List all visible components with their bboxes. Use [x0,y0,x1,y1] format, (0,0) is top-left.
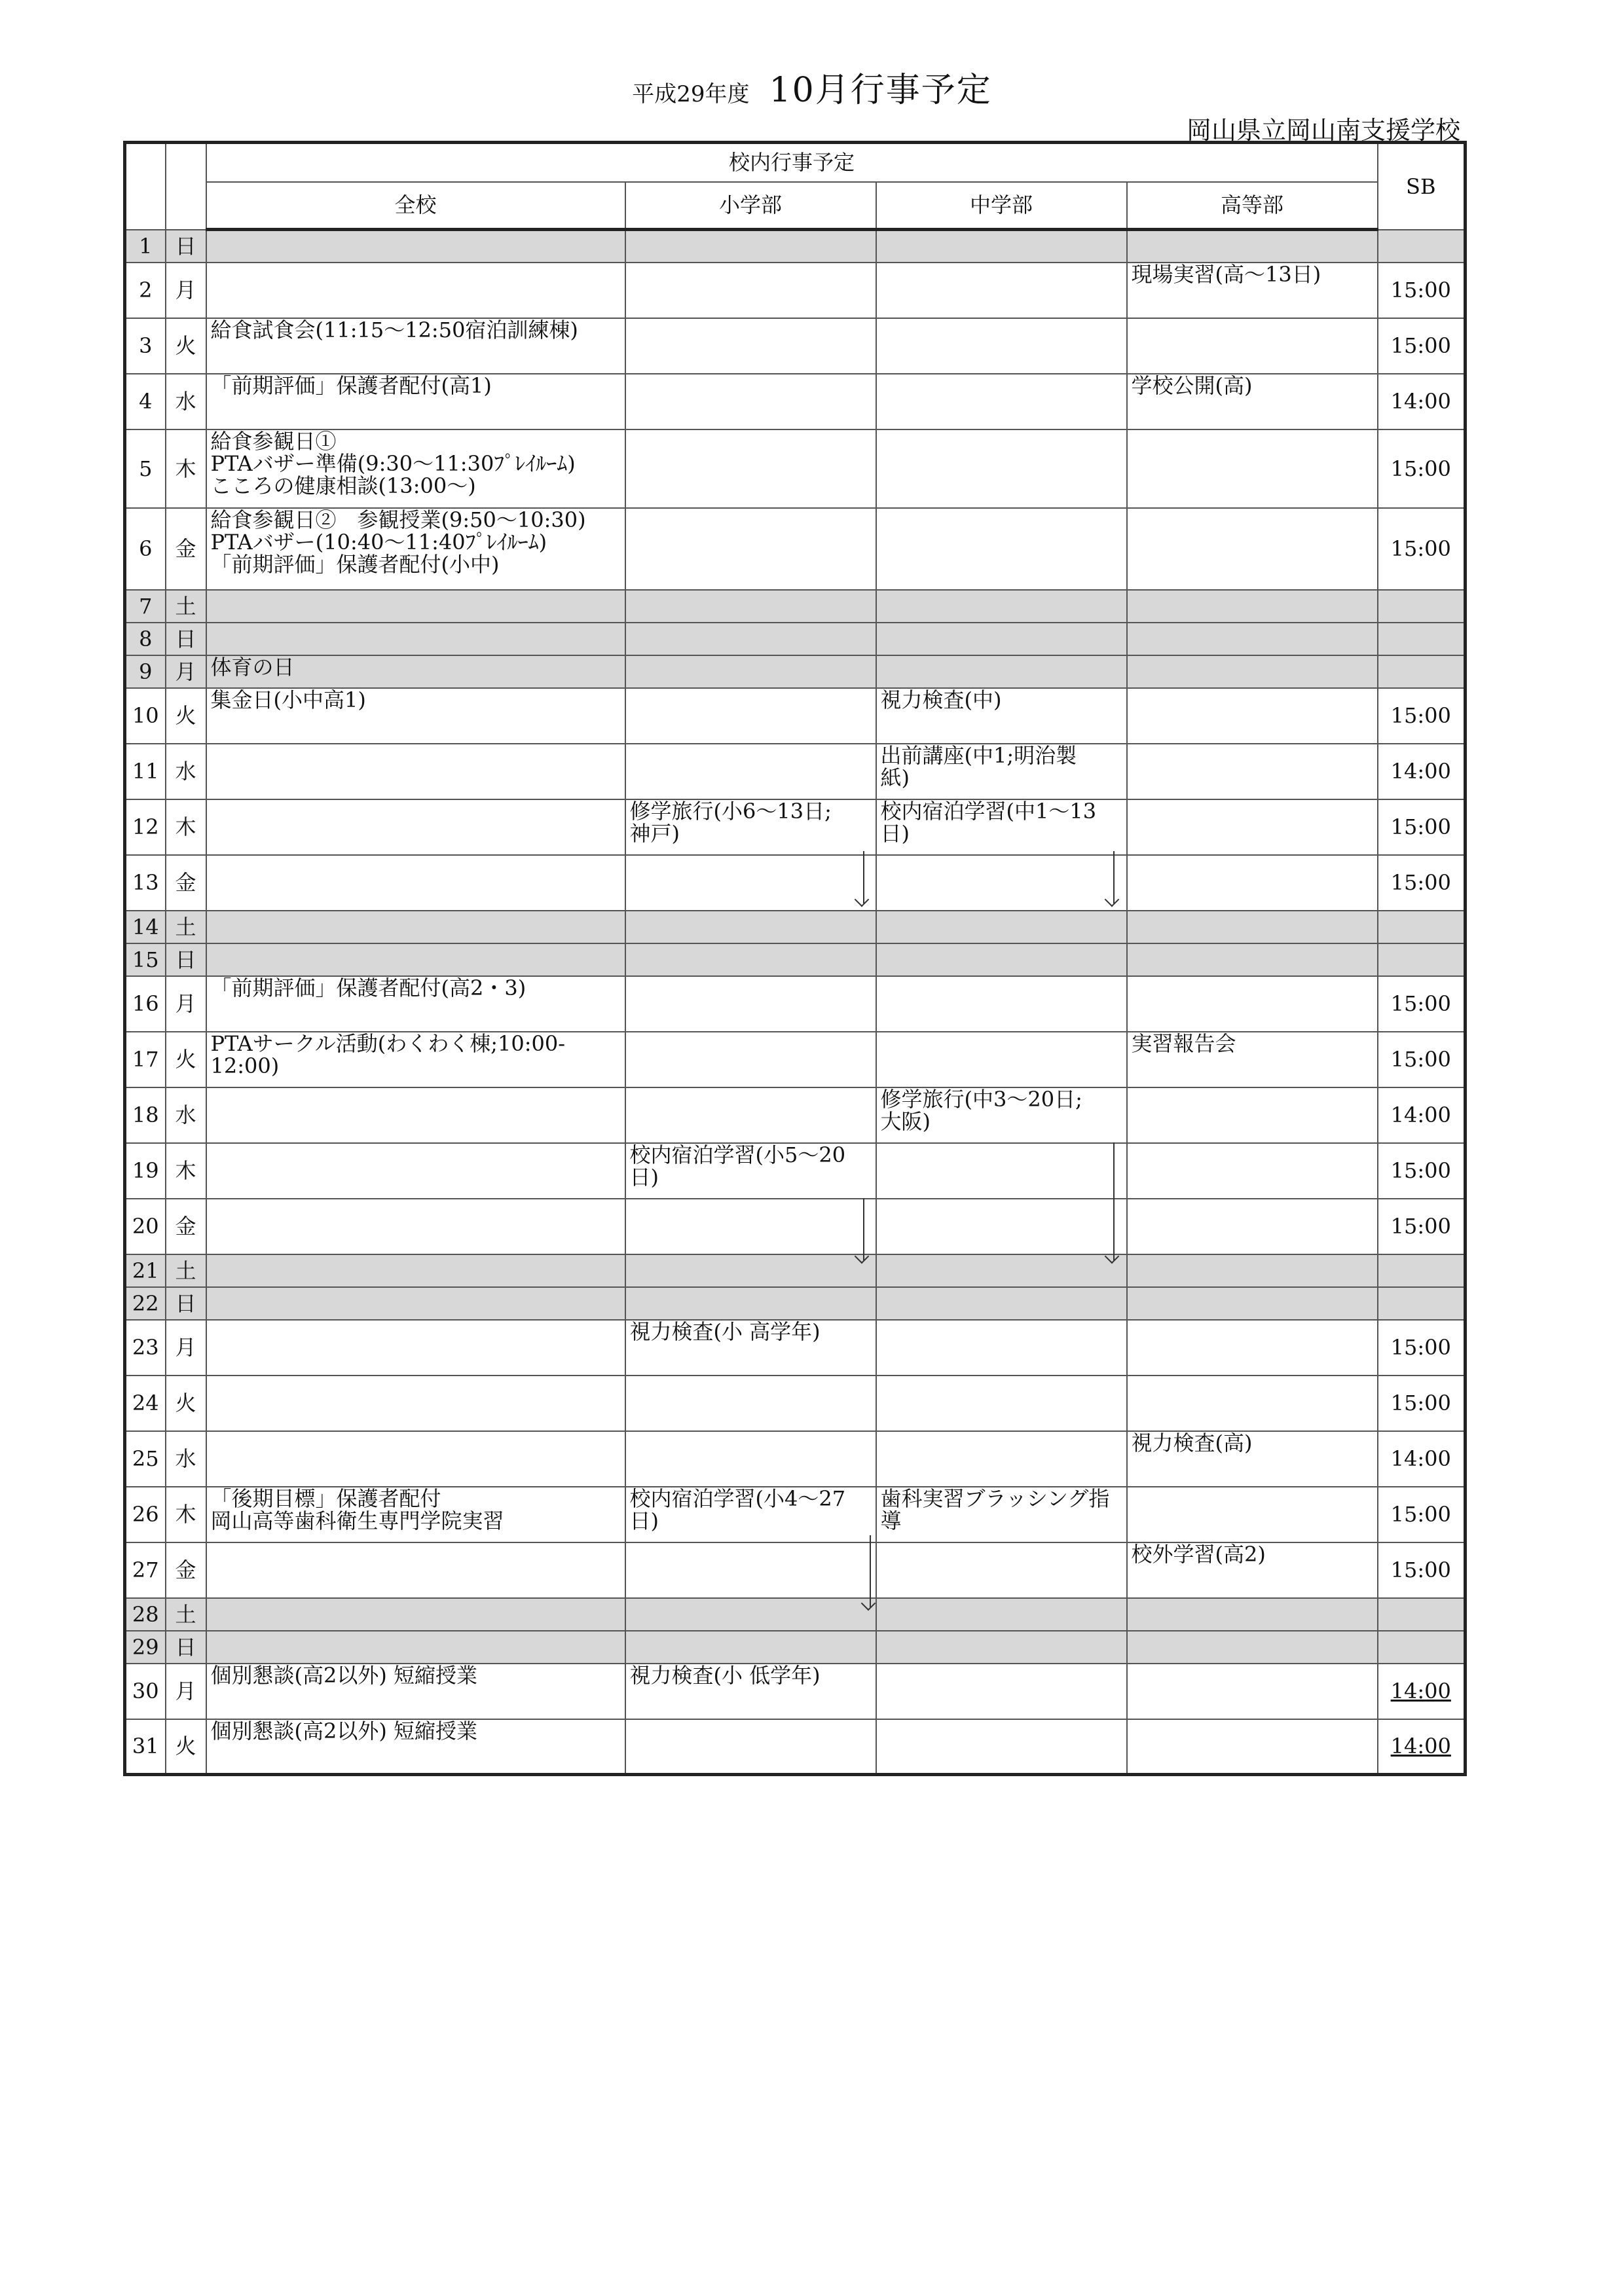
weekday-cell: 木 [166,1143,206,1199]
event-all-cell: 給食参観日① PTAバザー準備(9:30〜11:30ﾌﾟﾚｲﾙｰﾑ) こころの健康相談(13:00〜) [206,429,625,508]
event-middle-cell [876,508,1127,590]
event-middle-cell [876,1320,1127,1376]
weekday-cell: 金 [166,855,206,911]
sb-time: 14:00 [1390,1102,1451,1127]
event-elem-cell [625,688,876,744]
event-all-cell [206,1287,625,1320]
table-row [125,1199,1466,1254]
event-middle-cell [876,1542,1127,1598]
event-middle-cell [876,1431,1127,1487]
table-row [125,655,1466,688]
event-high-cell [1127,655,1378,688]
down-arrow-icon [1113,851,1117,903]
day-cell: 22 [125,1287,166,1320]
sb-time: 15:00 [1390,1047,1451,1072]
event-all-cell [206,911,625,943]
header-row-2 [125,182,1466,230]
event-elem-cell [625,374,876,429]
event-elem-cell [625,429,876,508]
event-elem-cell [625,1598,876,1631]
weekday-cell: 日 [166,230,206,263]
sb-time-cell [1378,1598,1466,1631]
weekday-cell: 月 [166,1664,206,1719]
sb-time-cell [1378,1087,1466,1143]
event-high-cell: 現場実習(高〜13日) [1127,263,1378,318]
day-cell: 16 [125,976,166,1032]
day-cell: 24 [125,1376,166,1431]
event-high-cell: 学校公開(高) [1127,374,1378,429]
schedule-table [123,141,1467,1776]
event-elem-cell [625,1431,876,1487]
event-all-cell: 個別懇談(高2以外) 短縮授業 [206,1664,625,1719]
event-middle-cell [876,1287,1127,1320]
sb-time: 15:00 [1390,1391,1451,1415]
table-row [125,1719,1466,1775]
event-high-cell: 実習報告会 [1127,1032,1378,1087]
table-row [125,318,1466,374]
sb-time-cell [1378,855,1466,911]
table-row [125,1320,1466,1376]
day-cell: 18 [125,1087,166,1143]
event-high-cell [1127,744,1378,799]
day-cell: 19 [125,1143,166,1199]
weekday-cell: 土 [166,1254,206,1287]
event-middle-cell: 出前講座(中1;明治製 紙) [876,744,1127,799]
table-row [125,976,1466,1032]
sb-time-cell [1378,1631,1466,1664]
event-elem-cell [625,1032,876,1087]
weekday-cell: 日 [166,943,206,976]
event-high-cell: 視力検査(高) [1127,1431,1378,1487]
day-cell: 1 [125,230,166,263]
event-middle-cell [876,1032,1127,1087]
table-row [125,1287,1466,1320]
sb-time-cell [1378,1431,1466,1487]
weekday-cell: 月 [166,263,206,318]
weekday-cell: 火 [166,318,206,374]
sb-time-cell [1378,1542,1466,1598]
table-row [125,688,1466,744]
event-high-cell [1127,508,1378,590]
event-elem-cell [625,1719,876,1775]
event-high-cell [1127,1664,1378,1719]
weekday-cell: 水 [166,744,206,799]
table-row [125,590,1466,623]
event-elem-cell [625,1376,876,1431]
weekday-cell: 木 [166,799,206,855]
table-row [125,799,1466,855]
sb-time: 15:00 [1390,333,1451,358]
event-middle-cell [876,623,1127,655]
down-arrow-icon [870,1535,874,1607]
sb-time-cell [1378,1487,1466,1542]
event-all-cell [206,1542,625,1598]
sb-time-cell [1378,230,1466,263]
event-all-cell [206,799,625,855]
day-cell: 20 [125,1199,166,1254]
table-row [125,1664,1466,1719]
sb-time-cell [1378,1664,1466,1719]
event-middle-cell [876,655,1127,688]
event-all-cell [206,1199,625,1254]
day-cell: 7 [125,590,166,623]
event-elem-cell: 視力検査(小 高学年) [625,1320,876,1376]
weekday-cell: 火 [166,688,206,744]
sb-time: 15:00 [1390,1214,1451,1239]
weekday-cell: 月 [166,1320,206,1376]
weekday-cell: 火 [166,1032,206,1087]
event-high-cell [1127,1487,1378,1542]
day-cell: 11 [125,744,166,799]
event-all-cell: 体育の日 [206,655,625,688]
sb-time: 14:00 [1390,1446,1451,1471]
day-cell: 2 [125,263,166,318]
event-middle-cell [876,429,1127,508]
day-cell: 13 [125,855,166,911]
event-middle-cell [876,1254,1127,1287]
event-high-cell [1127,429,1378,508]
event-high-cell [1127,855,1378,911]
sb-time-cell [1378,744,1466,799]
school-name: 岡山県立岡山南支援学校 [1186,116,1460,145]
header-all: 全校 [206,182,625,230]
event-high-cell [1127,911,1378,943]
weekday-cell: 火 [166,1719,206,1775]
event-elem-cell [625,976,876,1032]
sb-time: 14:00 [1390,759,1451,784]
event-high-cell [1127,590,1378,623]
sb-time: 15:00 [1390,991,1451,1016]
event-all-cell: 「前期評価」保護者配付(高2・3) [206,976,625,1032]
weekday-cell: 水 [166,1431,206,1487]
day-cell: 14 [125,911,166,943]
down-arrow-icon [863,1198,867,1260]
event-high-cell [1127,976,1378,1032]
event-all-cell [206,623,625,655]
event-high-cell: 校外学習(高2) [1127,1542,1378,1598]
table-row [125,1376,1466,1431]
table-row [125,1254,1466,1287]
day-cell: 26 [125,1487,166,1542]
event-all-cell [206,1087,625,1143]
event-all-cell: 「後期目標」保護者配付 岡山高等歯科衛生専門学院実習 [206,1487,625,1542]
sb-time-cell [1378,655,1466,688]
sb-time-cell [1378,1287,1466,1320]
day-cell: 8 [125,623,166,655]
header-blank-dow [166,143,206,230]
sb-time: 15:00 [1390,1335,1451,1360]
event-middle-cell [876,976,1127,1032]
day-cell: 9 [125,655,166,688]
weekday-cell: 木 [166,1487,206,1542]
weekday-cell: 水 [166,1087,206,1143]
sb-time: 14:00 [1390,1679,1451,1704]
sb-time-cell [1378,1320,1466,1376]
event-all-cell [206,1376,625,1431]
table-row [125,1032,1466,1087]
event-elem-cell [625,1254,876,1287]
weekday-cell: 土 [166,911,206,943]
event-middle-cell [876,374,1127,429]
event-all-cell [206,943,625,976]
table-row [125,1598,1466,1631]
weekday-cell: 日 [166,1287,206,1320]
sb-time-cell [1378,976,1466,1032]
event-elem-cell [625,590,876,623]
sb-time: 15:00 [1390,1158,1451,1183]
weekday-cell: 日 [166,623,206,655]
table-row [125,1487,1466,1542]
table-row [125,429,1466,508]
event-middle-cell [876,855,1127,911]
table-row [125,855,1466,911]
weekday-cell: 水 [166,374,206,429]
event-all-cell [206,263,625,318]
event-all-cell [206,1320,625,1376]
event-all-cell [206,230,625,263]
day-cell: 27 [125,1542,166,1598]
event-elem-cell: 校内宿泊学習(小4〜27 日) [625,1487,876,1542]
sb-time: 15:00 [1390,456,1451,481]
event-middle-cell [876,263,1127,318]
event-high-cell [1127,799,1378,855]
sb-time: 15:00 [1390,1558,1451,1582]
event-high-cell [1127,1287,1378,1320]
sb-time-cell [1378,263,1466,318]
sb-time-cell [1378,623,1466,655]
event-elem-cell [625,855,876,911]
weekday-cell: 金 [166,1199,206,1254]
sb-time-cell [1378,508,1466,590]
table-row [125,943,1466,976]
weekday-cell: 日 [166,1631,206,1664]
event-all-cell: 集金日(小中高1) [206,688,625,744]
event-all-cell [206,590,625,623]
table-row [125,263,1466,318]
sb-time: 15:00 [1390,278,1451,302]
sb-time: 15:00 [1390,536,1451,561]
weekday-cell: 土 [166,590,206,623]
header-sb: SB [1378,143,1466,230]
sb-time-cell [1378,1254,1466,1287]
table-row [125,1143,1466,1199]
event-high-cell [1127,688,1378,744]
down-arrow-icon [1113,1142,1117,1260]
table-row [125,1087,1466,1143]
day-cell: 25 [125,1431,166,1487]
event-middle-cell [876,1143,1127,1199]
day-cell: 3 [125,318,166,374]
sb-time: 14:00 [1390,1734,1451,1759]
event-high-cell [1127,1143,1378,1199]
era-label: 平成29年度 [632,81,750,107]
event-all-cell [206,1143,625,1199]
event-high-cell [1127,318,1378,374]
event-elem-cell [625,655,876,688]
day-cell: 6 [125,508,166,590]
table-row [125,230,1466,263]
event-high-cell [1127,1199,1378,1254]
event-middle-cell [876,1376,1127,1431]
table-row [125,623,1466,655]
event-middle-cell [876,1199,1127,1254]
event-elem-cell [625,263,876,318]
table-row [125,1631,1466,1664]
table-row [125,1542,1466,1598]
event-middle-cell: 校内宿泊学習(中1〜13 日) [876,799,1127,855]
event-all-cell [206,1431,625,1487]
event-all-cell [206,1598,625,1631]
event-all-cell [206,855,625,911]
sb-time-cell [1378,688,1466,744]
sb-time: 15:00 [1390,703,1451,728]
table-row [125,374,1466,429]
event-elem-cell [625,1287,876,1320]
event-elem-cell [625,1631,876,1664]
event-middle-cell: 修学旅行(中3〜20日; 大阪) [876,1087,1127,1143]
event-all-cell: 個別懇談(高2以外) 短縮授業 [206,1719,625,1775]
event-high-cell [1127,1598,1378,1631]
weekday-cell: 木 [166,429,206,508]
table-row [125,911,1466,943]
event-middle-cell [876,318,1127,374]
event-high-cell [1127,1320,1378,1376]
event-all-cell: 給食参観日② 参観授業(9:50〜10:30) PTAバザー(10:40〜11:40ﾌﾟﾚｲﾙｰﾑ) 「前期評価」保護者配付(小中) [206,508,625,590]
day-cell: 12 [125,799,166,855]
event-middle-cell [876,943,1127,976]
event-high-cell [1127,943,1378,976]
event-elem-cell [625,1542,876,1598]
event-elem-cell [625,744,876,799]
event-high-cell [1127,1087,1378,1143]
event-elem-cell [625,508,876,590]
header-elem: 小学部 [625,182,876,230]
main-title: 10月行事予定 [769,71,992,110]
event-elem-cell: 修学旅行(小6〜13日; 神戸) [625,799,876,855]
weekday-cell: 月 [166,976,206,1032]
sb-time-cell [1378,318,1466,374]
sb-time-cell [1378,1376,1466,1431]
sb-time: 15:00 [1390,814,1451,839]
event-middle-cell [876,1598,1127,1631]
event-all-cell [206,1254,625,1287]
event-high-cell [1127,1376,1378,1431]
day-cell: 30 [125,1664,166,1719]
sb-time-cell [1378,1032,1466,1087]
day-cell: 4 [125,374,166,429]
sb-time-cell [1378,1719,1466,1775]
weekday-cell: 金 [166,508,206,590]
event-middle-cell [876,590,1127,623]
day-cell: 10 [125,688,166,744]
header-blank-day [125,143,166,230]
sb-time-cell [1378,1143,1466,1199]
sb-time-cell [1378,799,1466,855]
event-elem-cell [625,318,876,374]
event-all-cell: 「前期評価」保護者配付(高1) [206,374,625,429]
day-cell: 5 [125,429,166,508]
event-middle-cell [876,230,1127,263]
day-cell: 21 [125,1254,166,1287]
event-elem-cell: 視力検査(小 低学年) [625,1664,876,1719]
event-high-cell [1127,1719,1378,1775]
weekday-cell: 土 [166,1598,206,1631]
event-high-cell [1127,1254,1378,1287]
day-cell: 29 [125,1631,166,1664]
event-middle-cell [876,1631,1127,1664]
sb-time-cell [1378,374,1466,429]
event-all-cell: 給食試食会(11:15〜12:50宿泊訓練棟) [206,318,625,374]
event-elem-cell: 校内宿泊学習(小5〜20 日) [625,1143,876,1199]
page-title [0,62,1624,111]
table-row [125,744,1466,799]
event-high-cell [1127,1631,1378,1664]
day-cell: 15 [125,943,166,976]
sb-time-cell [1378,1199,1466,1254]
table-row [125,1431,1466,1487]
header-middle: 中学部 [876,182,1127,230]
down-arrow-icon [863,851,867,903]
header-row-1 [125,143,1466,182]
header-group: 校内行事予定 [206,143,1378,182]
table-row [125,508,1466,590]
event-elem-cell [625,623,876,655]
day-cell: 31 [125,1719,166,1775]
weekday-cell: 火 [166,1376,206,1431]
day-cell: 23 [125,1320,166,1376]
event-middle-cell: 視力検査(中) [876,688,1127,744]
sb-time-cell [1378,429,1466,508]
day-cell: 28 [125,1598,166,1631]
event-elem-cell [625,1199,876,1254]
event-elem-cell [625,1087,876,1143]
event-middle-cell: 歯科実習ブラッシング指 導 [876,1487,1127,1542]
event-elem-cell [625,943,876,976]
weekday-cell: 金 [166,1542,206,1598]
sb-time: 15:00 [1390,1502,1451,1527]
event-middle-cell [876,1719,1127,1775]
event-all-cell [206,1631,625,1664]
event-high-cell [1127,230,1378,263]
event-high-cell [1127,623,1378,655]
event-all-cell [206,744,625,799]
event-all-cell: PTAサークル活動(わくわく棟;10:00- 12:00) [206,1032,625,1087]
sb-time-cell [1378,590,1466,623]
sb-time: 14:00 [1390,389,1451,414]
event-middle-cell [876,911,1127,943]
event-middle-cell [876,1664,1127,1719]
event-elem-cell [625,911,876,943]
day-cell: 17 [125,1032,166,1087]
sb-time-cell [1378,943,1466,976]
sb-time: 15:00 [1390,870,1451,895]
sb-time-cell [1378,911,1466,943]
header-high: 高等部 [1127,182,1378,230]
weekday-cell: 月 [166,655,206,688]
event-elem-cell [625,230,876,263]
